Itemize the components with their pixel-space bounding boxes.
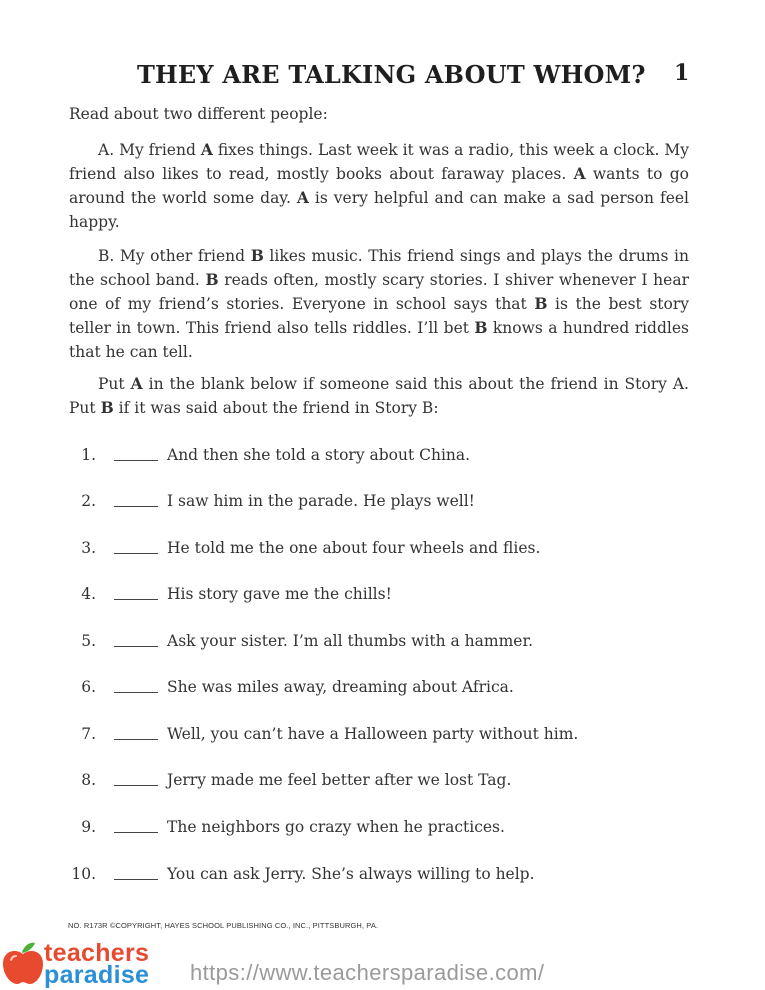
answer-blank[interactable] xyxy=(114,460,158,461)
friend-b-label: B xyxy=(534,294,548,313)
logo-text-paradise: paradise xyxy=(44,961,150,989)
question-item xyxy=(0,674,765,700)
question-item xyxy=(0,721,765,747)
answer-blank[interactable] xyxy=(114,832,158,833)
question-item xyxy=(0,581,765,607)
question-number: 1. xyxy=(81,446,96,464)
friend-a-label: A xyxy=(200,140,213,159)
story-a-text: wants to go around the world some day. xyxy=(69,165,689,207)
instructions-paragraph xyxy=(69,372,689,420)
answer-blank[interactable] xyxy=(114,553,158,554)
teachers-paradise-logo xyxy=(0,938,170,990)
question-number: 4. xyxy=(81,585,96,603)
story-b-text: B. My other friend xyxy=(98,247,251,265)
logo-text-teachers: teachers xyxy=(44,939,150,967)
question-text: His story gave me the chills! xyxy=(167,585,392,603)
story-b-text: reads often, mostly scary stories. I shiver whenever I hear one of my friend’s stories. Everyone in school says that xyxy=(69,271,689,313)
question-number: 9. xyxy=(81,818,96,836)
question-item xyxy=(0,628,765,654)
copyright-notice: NO. R173R ©COPYRIGHT, HAYES SCHOOL PUBLISHING CO., INC., PITTSBURGH, PA. xyxy=(68,921,379,930)
friend-a-label: A xyxy=(573,164,586,183)
instructions-text: in the blank below if someone said this about the friend in Story A. Put xyxy=(69,375,689,417)
question-text: He told me the one about four wheels and flies. xyxy=(167,539,541,557)
question-text: Jerry made me feel better after we lost Tag. xyxy=(167,771,512,789)
question-item xyxy=(0,767,765,793)
question-number: 7. xyxy=(81,725,96,743)
instructions-text: if it was said about the friend in Story B: xyxy=(113,399,439,417)
website-url[interactable]: https://www.teachersparadise.com/ xyxy=(190,960,545,985)
story-b-text: is the best story teller in town. This friend also tells riddles. I’ll bet xyxy=(69,295,689,337)
answer-blank[interactable] xyxy=(114,739,158,740)
question-item xyxy=(0,442,765,468)
question-text: You can ask Jerry. She’s always willing to help. xyxy=(167,865,535,883)
question-number: 8. xyxy=(81,771,96,789)
question-number: 2. xyxy=(81,492,96,510)
friend-b-label: B xyxy=(474,318,488,337)
page-number: 1 xyxy=(674,60,690,86)
question-text: The neighbors go crazy when he practices. xyxy=(167,818,505,836)
friend-b-label: B xyxy=(100,398,114,417)
question-item xyxy=(0,814,765,840)
page-title: THEY ARE TALKING ABOUT WHOM? xyxy=(137,60,646,89)
question-number: 3. xyxy=(81,539,96,557)
story-b-text: likes music. This friend sings and plays the drums in the school band. xyxy=(69,247,689,289)
intro-text: Read about two different people: xyxy=(69,105,328,123)
apple-icon xyxy=(0,940,46,986)
answer-blank[interactable] xyxy=(114,599,158,600)
question-item xyxy=(0,535,765,561)
answer-blank[interactable] xyxy=(114,692,158,693)
question-text: I saw him in the parade. He plays well! xyxy=(167,492,475,510)
question-item xyxy=(0,861,765,887)
story-b-paragraph xyxy=(69,244,689,364)
friend-b-label: B xyxy=(205,270,219,289)
friend-a-label: A xyxy=(130,374,143,393)
question-number: 10. xyxy=(71,865,96,883)
story-a-text: A. My friend xyxy=(98,141,201,159)
story-a-text: fixes things. Last week it was a radio, this week a clock. My friend also likes to read, mostly books about faraway places. xyxy=(69,141,689,183)
friend-a-label: A xyxy=(296,188,309,207)
answer-blank[interactable] xyxy=(114,506,158,507)
question-text: And then she told a story about China. xyxy=(167,446,471,464)
friend-b-label: B xyxy=(250,246,264,265)
question-text: Well, you can’t have a Halloween party without him. xyxy=(167,725,579,743)
story-a-text: is very helpful and can make a sad person feel happy. xyxy=(69,189,689,231)
story-a-paragraph xyxy=(69,138,689,234)
story-b-text: knows a hundred riddles that he can tell. xyxy=(69,319,689,361)
instructions-text: Put xyxy=(98,375,131,393)
title-row xyxy=(0,60,765,96)
question-text: Ask your sister. I’m all thumbs with a hammer. xyxy=(167,632,534,650)
answer-blank[interactable] xyxy=(114,785,158,786)
question-item xyxy=(0,488,765,514)
question-text: She was miles away, dreaming about Africa. xyxy=(167,678,514,696)
question-number: 5. xyxy=(81,632,96,650)
question-number: 6. xyxy=(81,678,96,696)
answer-blank[interactable] xyxy=(114,646,158,647)
answer-blank[interactable] xyxy=(114,879,158,880)
